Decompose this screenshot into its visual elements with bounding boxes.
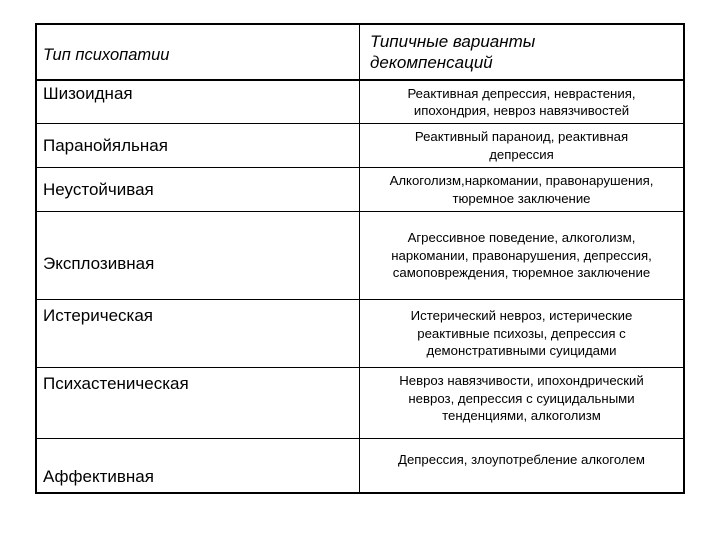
header-decompensation-variants xyxy=(360,25,683,79)
row-type: Шизоидная xyxy=(37,81,360,123)
row-type: Неустойчивая xyxy=(37,168,360,211)
row-variants xyxy=(360,212,683,299)
table-row xyxy=(37,81,683,124)
header-col2-line1: Типичные варианты xyxy=(370,32,536,51)
variant-line: депрессия xyxy=(489,146,554,162)
table-row xyxy=(37,439,683,492)
variant-line: демонстративными суицидами xyxy=(426,343,617,359)
table-row xyxy=(37,168,683,212)
row-type: Паранойяльная xyxy=(37,124,360,167)
variant-line: тюремное заключение xyxy=(452,190,591,206)
variant-line: реактивные психозы, депрессия с xyxy=(417,325,626,341)
table-header xyxy=(37,25,683,81)
variant-line: Реактивный параноид, реактивная xyxy=(414,129,629,144)
row-type: Истерическая xyxy=(37,300,360,367)
header-psychopathy-type: Тип психопатии xyxy=(37,25,360,79)
row-variants xyxy=(360,124,683,167)
variant-line: Невроз навязчивости, ипохондрический xyxy=(399,373,644,388)
table-row xyxy=(37,124,683,168)
row-type: Аффективная xyxy=(37,439,360,492)
row-variants xyxy=(360,439,683,492)
table-row xyxy=(37,212,683,300)
variant-line: Агрессивное поведение, алкоголизм, xyxy=(407,230,636,246)
variant-line: наркомании, правонарушения, депрессия, xyxy=(391,247,652,263)
row-type: Эксплозивная xyxy=(37,212,360,299)
table-row xyxy=(37,300,683,368)
psychopathy-table xyxy=(35,23,685,494)
variant-line: Истерический невроз, истерические xyxy=(410,308,633,324)
variant-line: Реактивная депрессия, неврастения, xyxy=(407,85,636,101)
table-row xyxy=(37,368,683,439)
row-type: Психастеническая xyxy=(37,368,360,438)
variant-line: самоповреждения, тюремное заключение xyxy=(392,265,651,281)
row-variants xyxy=(360,368,683,438)
variant-line: Депрессия, злоупотребление алкоголем xyxy=(398,452,645,467)
row-variants xyxy=(360,300,683,367)
variant-line: Алкоголизм,наркомании, правонарушения, xyxy=(389,173,654,188)
header-col2-line2: декомпенсаций xyxy=(370,53,493,72)
row-variants xyxy=(360,81,683,123)
variant-line: тенденциями, алкоголизм xyxy=(442,408,601,423)
variant-line: невроз, депрессия с суицидальными xyxy=(408,390,635,406)
row-variants xyxy=(360,168,683,211)
variant-line: ипохондрия, невроз навязчивостей xyxy=(413,103,630,118)
